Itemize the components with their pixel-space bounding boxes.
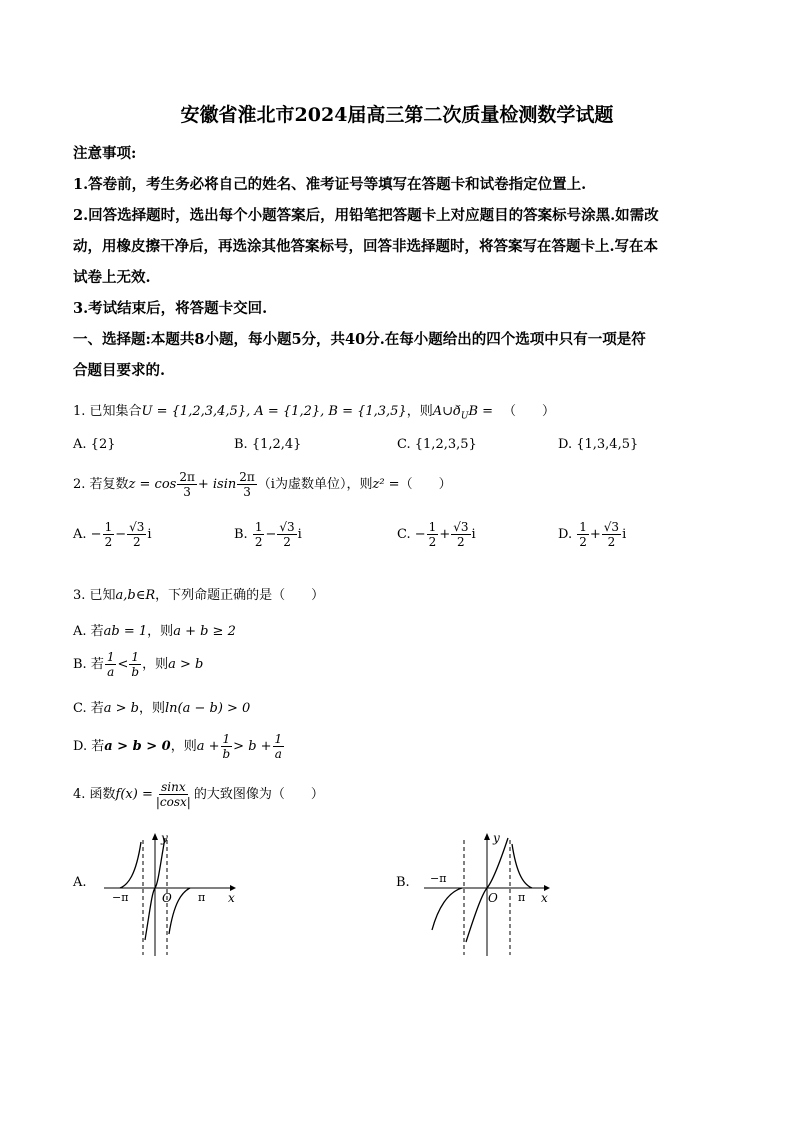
q1-expr-sub: U bbox=[460, 411, 469, 422]
exam-title: 安徽省淮北市2024届高三第二次质量检测数学试题 bbox=[180, 104, 614, 126]
frac-num: 1 bbox=[131, 650, 140, 664]
frac-den: 2 bbox=[579, 535, 587, 549]
y-axis-arrow bbox=[152, 833, 158, 840]
frac-den: b bbox=[222, 747, 231, 761]
frac-den: 2 bbox=[457, 535, 465, 549]
section-1-line-2: 合题目要求的. bbox=[73, 362, 166, 379]
frac-num: 1 bbox=[222, 732, 231, 746]
imag-unit: i bbox=[622, 527, 627, 542]
frac-num: 1 bbox=[104, 520, 113, 534]
frac-den: 2 bbox=[104, 535, 113, 549]
q2-frac-1 bbox=[177, 470, 197, 499]
q1-mid: ，则 bbox=[406, 404, 433, 419]
imag-unit: i bbox=[297, 527, 302, 542]
option-label: C. bbox=[397, 437, 411, 452]
frac-half bbox=[427, 520, 439, 549]
option-math: ab = 1 bbox=[103, 624, 148, 639]
frac-num: 1 bbox=[254, 520, 263, 534]
curve-right-branch bbox=[512, 844, 532, 888]
q1-option-b bbox=[234, 437, 301, 452]
frac-num: 2π bbox=[239, 470, 255, 484]
option-label: B. bbox=[234, 527, 248, 542]
imag-unit: i bbox=[471, 527, 476, 542]
origin-label: O bbox=[488, 891, 498, 905]
q2-prefix: 2. 若复数 bbox=[73, 477, 129, 492]
q3-stem-math: a,b∈R bbox=[115, 588, 156, 603]
frac-den: a bbox=[274, 747, 282, 761]
q4-option-a-label: A. bbox=[73, 875, 87, 890]
frac-den: 2 bbox=[254, 535, 263, 549]
option-mid: ，则 bbox=[170, 739, 197, 754]
frac-num: √3 bbox=[453, 520, 469, 534]
option-math: a > b bbox=[168, 657, 204, 672]
option-label: D. bbox=[558, 527, 573, 542]
option-label: B. bbox=[234, 437, 248, 452]
frac-1-over-a bbox=[273, 732, 285, 761]
option-label: A. bbox=[73, 527, 87, 542]
frac-den: b bbox=[131, 665, 140, 679]
notice-item-2-line-3: 试卷上无效. bbox=[73, 269, 151, 286]
option-value: {1,2,4} bbox=[251, 437, 302, 452]
axis-label-x: x bbox=[228, 891, 235, 905]
frac-half bbox=[103, 520, 115, 549]
section-1-line-1: 一、选择题:本题共8小题，每小题5分，共40分.在每小题给出的四个选项中只有一项是符 bbox=[73, 331, 646, 348]
neg-pi-label: −π bbox=[112, 891, 129, 904]
option-math: a > b bbox=[103, 701, 139, 716]
notice-item-3: 3.考试结束后，将答题卡交回. bbox=[73, 300, 268, 317]
option-value: {2} bbox=[90, 437, 116, 452]
q2-option-a bbox=[73, 520, 152, 549]
q1-sets: U = {1,2,3,4,5}, A = {1,2}, B = {1,3,5} bbox=[141, 404, 407, 419]
q1-option-c bbox=[397, 437, 477, 452]
option-mid: ，则 bbox=[138, 701, 165, 716]
q4-prefix: 4. 函数 bbox=[73, 787, 116, 802]
option-value: {1,3,4,5} bbox=[576, 437, 639, 452]
frac-num: √3 bbox=[279, 520, 295, 534]
frac-1-over-b bbox=[220, 732, 232, 761]
option-math: a > b > 0 bbox=[104, 739, 171, 754]
q4-graph-b bbox=[420, 830, 560, 960]
q1-option-a bbox=[73, 437, 116, 452]
question-2-stem bbox=[73, 470, 452, 499]
minus-sign: − bbox=[115, 527, 127, 542]
q4-frac bbox=[154, 780, 193, 809]
pos-pi-label: π bbox=[198, 891, 206, 904]
plus-sign: + bbox=[589, 527, 601, 542]
frac-den: 2 bbox=[607, 535, 616, 549]
q2-z-squared: z² = bbox=[372, 477, 400, 492]
question-1-stem bbox=[73, 400, 555, 422]
q2-z-eq: z = cos bbox=[128, 477, 177, 492]
q3-option-a bbox=[73, 620, 236, 639]
frac-den: |cosx| bbox=[155, 795, 191, 809]
y-axis-arrow bbox=[484, 833, 490, 840]
q3-stem-tail: ，下列命题正确的是（ ） bbox=[155, 588, 325, 603]
frac-1-over-b bbox=[129, 650, 141, 679]
option-label: A. bbox=[73, 437, 87, 452]
notice-item-1: 1.答卷前，考生务必将自己的姓名、准考证号等填写在答题卡和试卷指定位置上. bbox=[73, 176, 587, 193]
q3-option-d bbox=[73, 732, 285, 761]
q2-frac-2 bbox=[237, 470, 257, 499]
frac-num: sinx bbox=[161, 780, 186, 794]
frac-num: √3 bbox=[603, 520, 620, 534]
q4-graph-a bbox=[100, 830, 240, 960]
option-label: D. bbox=[558, 437, 573, 452]
q1-expr-tail: B = bbox=[468, 404, 494, 419]
axis-label-y: y bbox=[493, 831, 500, 845]
question-4-stem bbox=[73, 780, 324, 809]
q2-plus-isin: + isin bbox=[197, 477, 237, 492]
q2-option-d bbox=[558, 520, 626, 549]
frac-sqrt3 bbox=[451, 520, 470, 549]
minus-sign: − bbox=[265, 527, 277, 542]
frac-num: 1 bbox=[274, 732, 283, 746]
frac-den: 3 bbox=[183, 485, 191, 499]
curve-left-branch bbox=[432, 888, 462, 930]
option-label: C. bbox=[397, 527, 411, 542]
frac-half bbox=[253, 520, 265, 549]
axis-label-y: y bbox=[161, 831, 168, 845]
q2-paren: （i为虚数单位），则 bbox=[257, 477, 373, 492]
frac-den: 2 bbox=[132, 535, 141, 549]
q3-stem: 3. 已知 bbox=[73, 588, 116, 603]
frac-num: 1 bbox=[428, 520, 437, 534]
q1-blank: （ ） bbox=[503, 404, 556, 419]
frac-sqrt3 bbox=[277, 520, 296, 549]
imag-unit: i bbox=[147, 527, 152, 542]
frac-den: a bbox=[107, 665, 115, 679]
option-math: > b + bbox=[233, 739, 272, 754]
curve-right-branch bbox=[169, 888, 190, 934]
q1-option-d bbox=[558, 437, 638, 452]
frac-num: 1 bbox=[106, 650, 115, 664]
notice-item-2-line-1: 2.回答选择题时，选出每个小题答案后，用铅笔把答题卡上对应题目的答案标号涂黑.如需改 bbox=[73, 207, 659, 224]
q2-option-c bbox=[397, 520, 476, 549]
neg-pi-label: −π bbox=[430, 872, 447, 885]
option-mid: ，则 bbox=[147, 624, 174, 639]
pos-pi-label: π bbox=[518, 891, 526, 904]
frac-den: 2 bbox=[428, 535, 437, 549]
q2-blank: （ ） bbox=[399, 477, 452, 492]
curve-left-branch bbox=[120, 842, 141, 888]
option-mid: ，则 bbox=[142, 657, 169, 672]
minus-sign: − bbox=[90, 527, 102, 542]
option-math: a + b ≥ 2 bbox=[173, 624, 236, 639]
q3-option-b bbox=[73, 650, 203, 679]
frac-sqrt3 bbox=[602, 520, 621, 549]
option-label: D. 若 bbox=[73, 739, 105, 754]
option-math: a + bbox=[196, 739, 220, 754]
frac-num: 1 bbox=[579, 520, 587, 534]
less-than: < bbox=[117, 657, 129, 672]
notice-item-2-line-2: 动，用橡皮擦干净后，再选涂其他答案标号，回答非选择题时，将答案写在答题卡上.写在本 bbox=[73, 238, 659, 255]
q2-option-b bbox=[234, 520, 302, 549]
q3-option-c bbox=[73, 697, 250, 716]
notice-heading: 注意事项: bbox=[73, 145, 137, 162]
axis-label-x: x bbox=[541, 891, 548, 905]
q1-prefix: 1. 已知集合 bbox=[73, 404, 142, 419]
option-label: B. 若 bbox=[73, 657, 104, 672]
plus-sign: + bbox=[439, 527, 451, 542]
q4-option-b-label: B. bbox=[396, 875, 410, 890]
frac-num: 2π bbox=[179, 470, 195, 484]
frac-1-over-a bbox=[105, 650, 117, 679]
frac-sqrt3 bbox=[127, 520, 146, 549]
origin-label: O bbox=[162, 891, 172, 905]
option-math: ln(a − b) > 0 bbox=[165, 701, 251, 716]
option-label: C. 若 bbox=[73, 701, 104, 716]
frac-den: 2 bbox=[283, 535, 291, 549]
q4-tail: 的大致图像为（ ） bbox=[193, 787, 324, 802]
minus-sign: − bbox=[414, 527, 426, 542]
frac-den: 3 bbox=[243, 485, 251, 499]
q1-expr: A∪ð bbox=[432, 404, 461, 419]
q4-fx: f(x) = bbox=[115, 787, 153, 802]
option-value: {1,2,3,5} bbox=[414, 437, 477, 452]
frac-num: √3 bbox=[129, 520, 145, 534]
frac-half bbox=[577, 520, 589, 549]
question-3-stem bbox=[73, 584, 324, 603]
option-label: A. 若 bbox=[73, 624, 104, 639]
